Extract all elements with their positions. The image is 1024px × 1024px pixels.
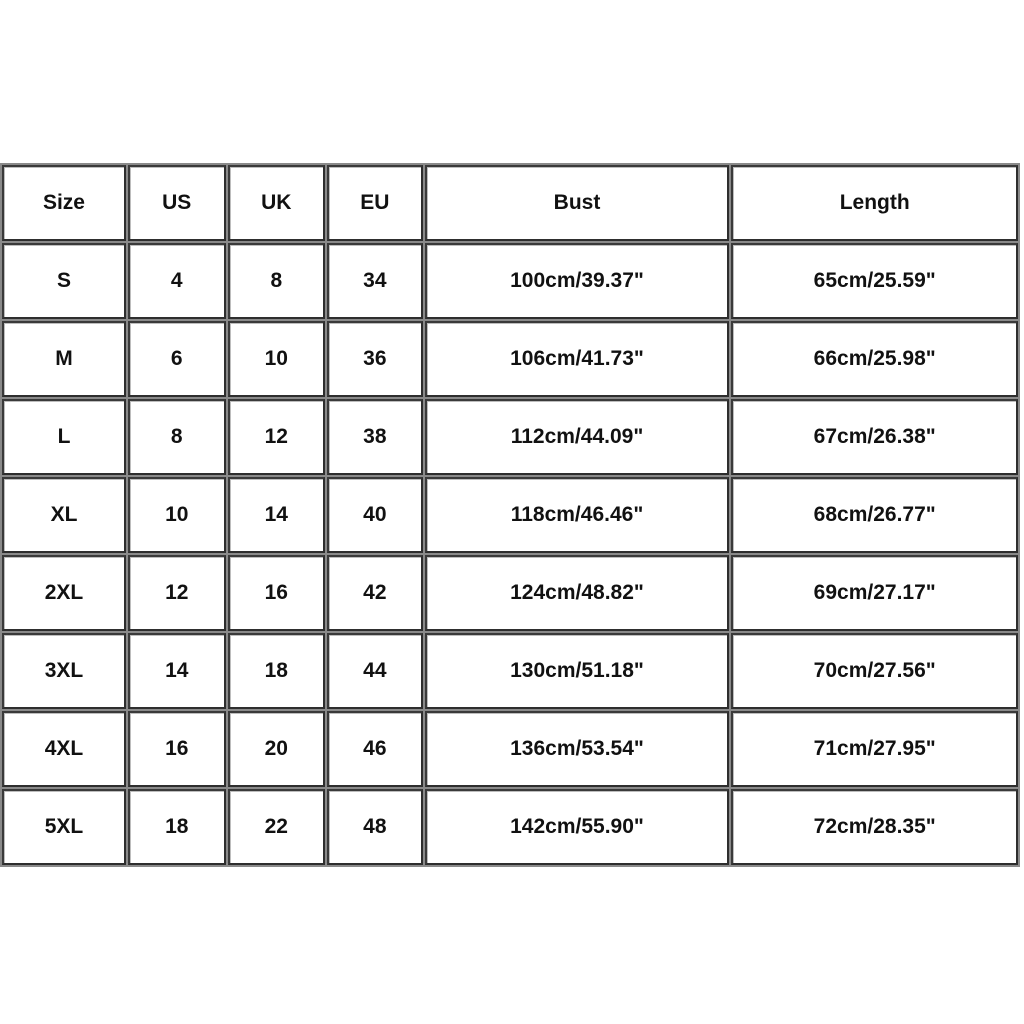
cell-size: M bbox=[2, 321, 126, 397]
cell-size: S bbox=[2, 243, 126, 319]
cell-length: 72cm/28.35" bbox=[731, 789, 1018, 865]
cell-length: 66cm/25.98" bbox=[731, 321, 1018, 397]
cell-eu: 48 bbox=[327, 789, 423, 865]
cell-length: 67cm/26.38" bbox=[731, 399, 1018, 475]
cell-us: 6 bbox=[128, 321, 226, 397]
header-bust: Bust bbox=[425, 165, 730, 241]
cell-eu: 40 bbox=[327, 477, 423, 553]
header-length: Length bbox=[731, 165, 1018, 241]
cell-uk: 16 bbox=[228, 555, 326, 631]
cell-uk: 20 bbox=[228, 711, 326, 787]
table-row bbox=[2, 321, 1018, 397]
cell-eu: 46 bbox=[327, 711, 423, 787]
cell-uk: 12 bbox=[228, 399, 326, 475]
cell-bust: 100cm/39.37" bbox=[425, 243, 730, 319]
header-row bbox=[2, 165, 1018, 241]
cell-eu: 44 bbox=[327, 633, 423, 709]
cell-eu: 34 bbox=[327, 243, 423, 319]
cell-us: 16 bbox=[128, 711, 226, 787]
cell-bust: 136cm/53.54" bbox=[425, 711, 730, 787]
cell-bust: 130cm/51.18" bbox=[425, 633, 730, 709]
cell-us: 10 bbox=[128, 477, 226, 553]
header-us: US bbox=[128, 165, 226, 241]
cell-size: L bbox=[2, 399, 126, 475]
cell-eu: 42 bbox=[327, 555, 423, 631]
cell-uk: 18 bbox=[228, 633, 326, 709]
cell-length: 69cm/27.17" bbox=[731, 555, 1018, 631]
cell-eu: 36 bbox=[327, 321, 423, 397]
cell-us: 18 bbox=[128, 789, 226, 865]
cell-bust: 118cm/46.46" bbox=[425, 477, 730, 553]
table-row bbox=[2, 243, 1018, 319]
cell-size: 2XL bbox=[2, 555, 126, 631]
header-size: Size bbox=[2, 165, 126, 241]
header-eu: EU bbox=[327, 165, 423, 241]
cell-uk: 8 bbox=[228, 243, 326, 319]
cell-length: 68cm/26.77" bbox=[731, 477, 1018, 553]
cell-us: 12 bbox=[128, 555, 226, 631]
cell-bust: 124cm/48.82" bbox=[425, 555, 730, 631]
cell-size: 3XL bbox=[2, 633, 126, 709]
cell-size: 5XL bbox=[2, 789, 126, 865]
cell-bust: 106cm/41.73" bbox=[425, 321, 730, 397]
cell-length: 71cm/27.95" bbox=[731, 711, 1018, 787]
cell-bust: 112cm/44.09" bbox=[425, 399, 730, 475]
cell-bust: 142cm/55.90" bbox=[425, 789, 730, 865]
table-row bbox=[2, 633, 1018, 709]
table-row bbox=[2, 399, 1018, 475]
header-uk: UK bbox=[228, 165, 326, 241]
cell-us: 14 bbox=[128, 633, 226, 709]
table-row bbox=[2, 477, 1018, 553]
cell-length: 65cm/25.59" bbox=[731, 243, 1018, 319]
cell-uk: 22 bbox=[228, 789, 326, 865]
cell-length: 70cm/27.56" bbox=[731, 633, 1018, 709]
cell-eu: 38 bbox=[327, 399, 423, 475]
size-chart-table bbox=[0, 163, 1020, 867]
cell-us: 8 bbox=[128, 399, 226, 475]
cell-us: 4 bbox=[128, 243, 226, 319]
cell-size: 4XL bbox=[2, 711, 126, 787]
table-row bbox=[2, 789, 1018, 865]
table-row bbox=[2, 555, 1018, 631]
cell-size: XL bbox=[2, 477, 126, 553]
cell-uk: 14 bbox=[228, 477, 326, 553]
table-row bbox=[2, 711, 1018, 787]
cell-uk: 10 bbox=[228, 321, 326, 397]
